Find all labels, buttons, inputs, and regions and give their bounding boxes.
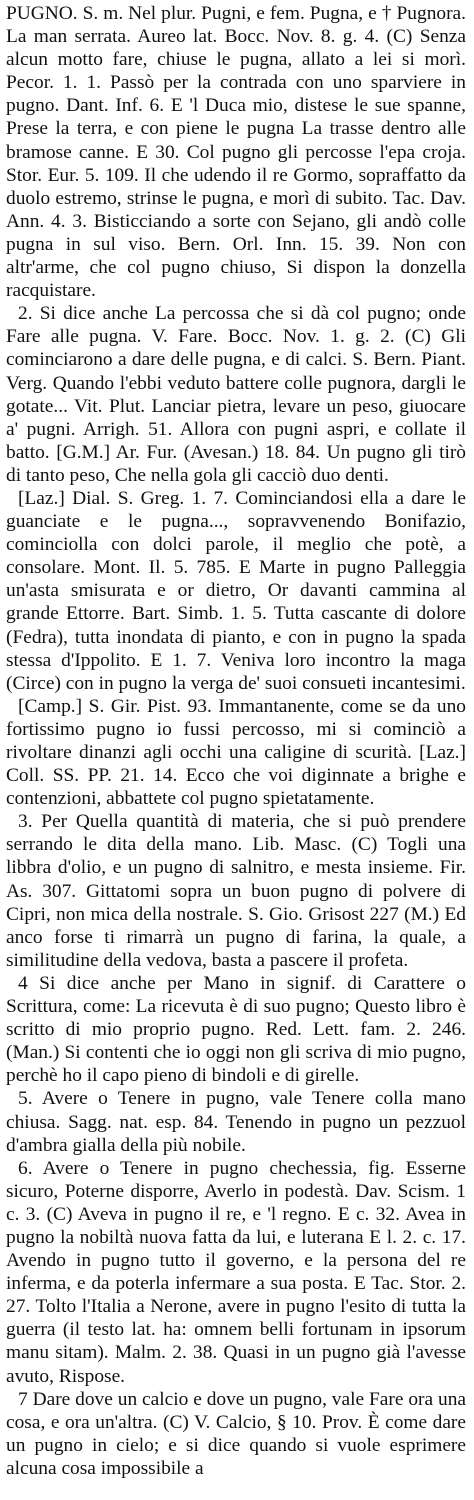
entry-paragraph-sense-2: 2. Si dice anche La percossa che si dà col pugno; onde Fare alle pugna. V. Fare. Bocc. Nov. 1. g. 2. (C) Gli cominciarono a dare delle pugna, e di calci. S. Bern. Piant. Verg. Quando l'ebbi veduto battere colle pugnora, dargli le gotate... Vit. Plut. Lanciar pietra, levare un peso, giuocare a' pugni. Arrigh. 51. Allora con pugni aspri, e collate il batto. [G.M.] Ar. Fur. (Avesan.) 18. 84. Un pugno gli tirò di tanto peso, Che nella gola gli cacciò duo denti. <box>6 303 466 486</box>
entry-paragraph-sense-5: 5. Avere o Tenere in pugno, vale Tenere colla mano chiusa. Sagg. nat. esp. 84. Tenendo in pugno un pezzuol d'ambra gialla della più nobile. <box>6 1088 466 1156</box>
entry-paragraph-sense-6: 6. Avere o Tenere in pugno chechessia, fig. Esserne sicuro, Poterne disporre, Averlo in podestà. Dav. Scism. 1 c. 3. (C) Aveva in pugno il re, e 'l regno. E c. 32. Avea in pugno la nobiltà nuova fatta da lui, e luterana E l. 2. c. 17. Avendo in pugno tutto il governo, e la persona del re inferma, e da poterla infermare a sua posta. E Tac. Stor. 2. 27. Tolto l'Italia a Nerone, avere in pugno l'esito di tutta la guerra (il testo lat. ha: omnem belli fortunam in ipsorum manu sitam). Malm. 2. 38. Quasi in un pugno già l'avesse avuto, Rispose. <box>6 1157 466 1387</box>
entry-paragraph-sense-3: 3. Per Quella quantità di materia, che si può prendere serrando le dita della mano. Lib. Masc. (C) Togli una libbra d'olio, e un pugno di salnitro, e mesta insieme. Fir. As. 307. Gittatomi sopra un buon pugno di polvere di Cipri, non mica della nostrale. S. Gio. Grisost 227 (M.) Ed anco forse ti rimarrà un pugno di farina, la quale, a similitudine della vedova, basta a pascere il profeta. <box>6 811 466 971</box>
entry-paragraph-laz-citations: [Laz.] Dial. S. Greg. 1. 7. Cominciandosi ella a dare le guanciate e le pugna..., sopravvenendo Bonifazio, cominciolla con dolci parole, il meglio che potè, a consolare. Mont. Il. 5. 785. E Marte in pugno Palleggia un'asta smisurata e or dietro, Or davanti cammina al grande Ettorre. Bart. Simb. 1. 5. Tutta cascante di dolore (Fedra), tutta inondata di pianto, e con in pugno la spada stessa d'Ippolito. E 1. 7. Veniva loro incontro la maga (Circe) con in pugno la verga de' suoi consueti incantesimi. <box>6 487 466 694</box>
dictionary-entry <box>6 2 466 1480</box>
entry-paragraph-sense-7: 7 Dare dove un calcio e dove un pugno, vale Fare ora una cosa, e ora un'altra. (C) V. Calcio, § 10. Prov. È come dare un pugno in cielo; e si dice quando si vuole esprimere alcuna cosa impossibile a <box>6 1388 466 1479</box>
entry-paragraph-camp-citations: [Camp.] S. Gir. Pist. 93. Immantanente, come se da uno fortissimo pugno io fussi percosso, mi si cominciò a rivoltare dinanzi agli occhi una caligine di scurità. [Laz.] Coll. SS. PP. 21. 14. Ecco che voi diginnate a brighe e contenzioni, abbattete col pugno spietatamente. <box>6 695 466 810</box>
entry-paragraph-definition: PUGNO. S. m. Nel plur. Pugni, e fem. Pugna, e † Pugnora. La man serrata. Aureo lat. Bocc. Nov. 8. g. 4. (C) Senza alcun motto fare, chiuse le pugna, allato a lei si morì. Pecor. 1. 1. Passò per la contrada con uno sparviere in pugno. Dant. Inf. 6. E 'l Duca mio, distese le sue spanne, Prese la terra, e con piene le pugna La trasse dentro alle bramose canne. E 30. Col pugno gli percosse l'epa croja. Stor. Eur. 5. 109. Il che udendo il re Gormo, sopraffatto da duolo estremo, strinse le pugna, e morì di subito. Tac. Dav. Ann. 4. 3. Bisticciando a sorte con Sejano, gli andò colle pugna in sul viso. Bern. Orl. Inn. 15. 39. Non con altr'arme, che col pugno chiuso, Si dispon la donzella racquistare. <box>6 3 466 302</box>
entry-paragraph-sense-4: 4 Si dice anche per Mano in signif. di Carattere o Scrittura, come: La ricevuta è di suo pugno; Questo libro è scritto di mio proprio pugno. Red. Lett. fam. 2. 246. (Man.) Si contenti che io oggi non gli scriva di mio pugno, perchè ho il capo pieno di bindoli e di girelle. <box>6 972 466 1087</box>
